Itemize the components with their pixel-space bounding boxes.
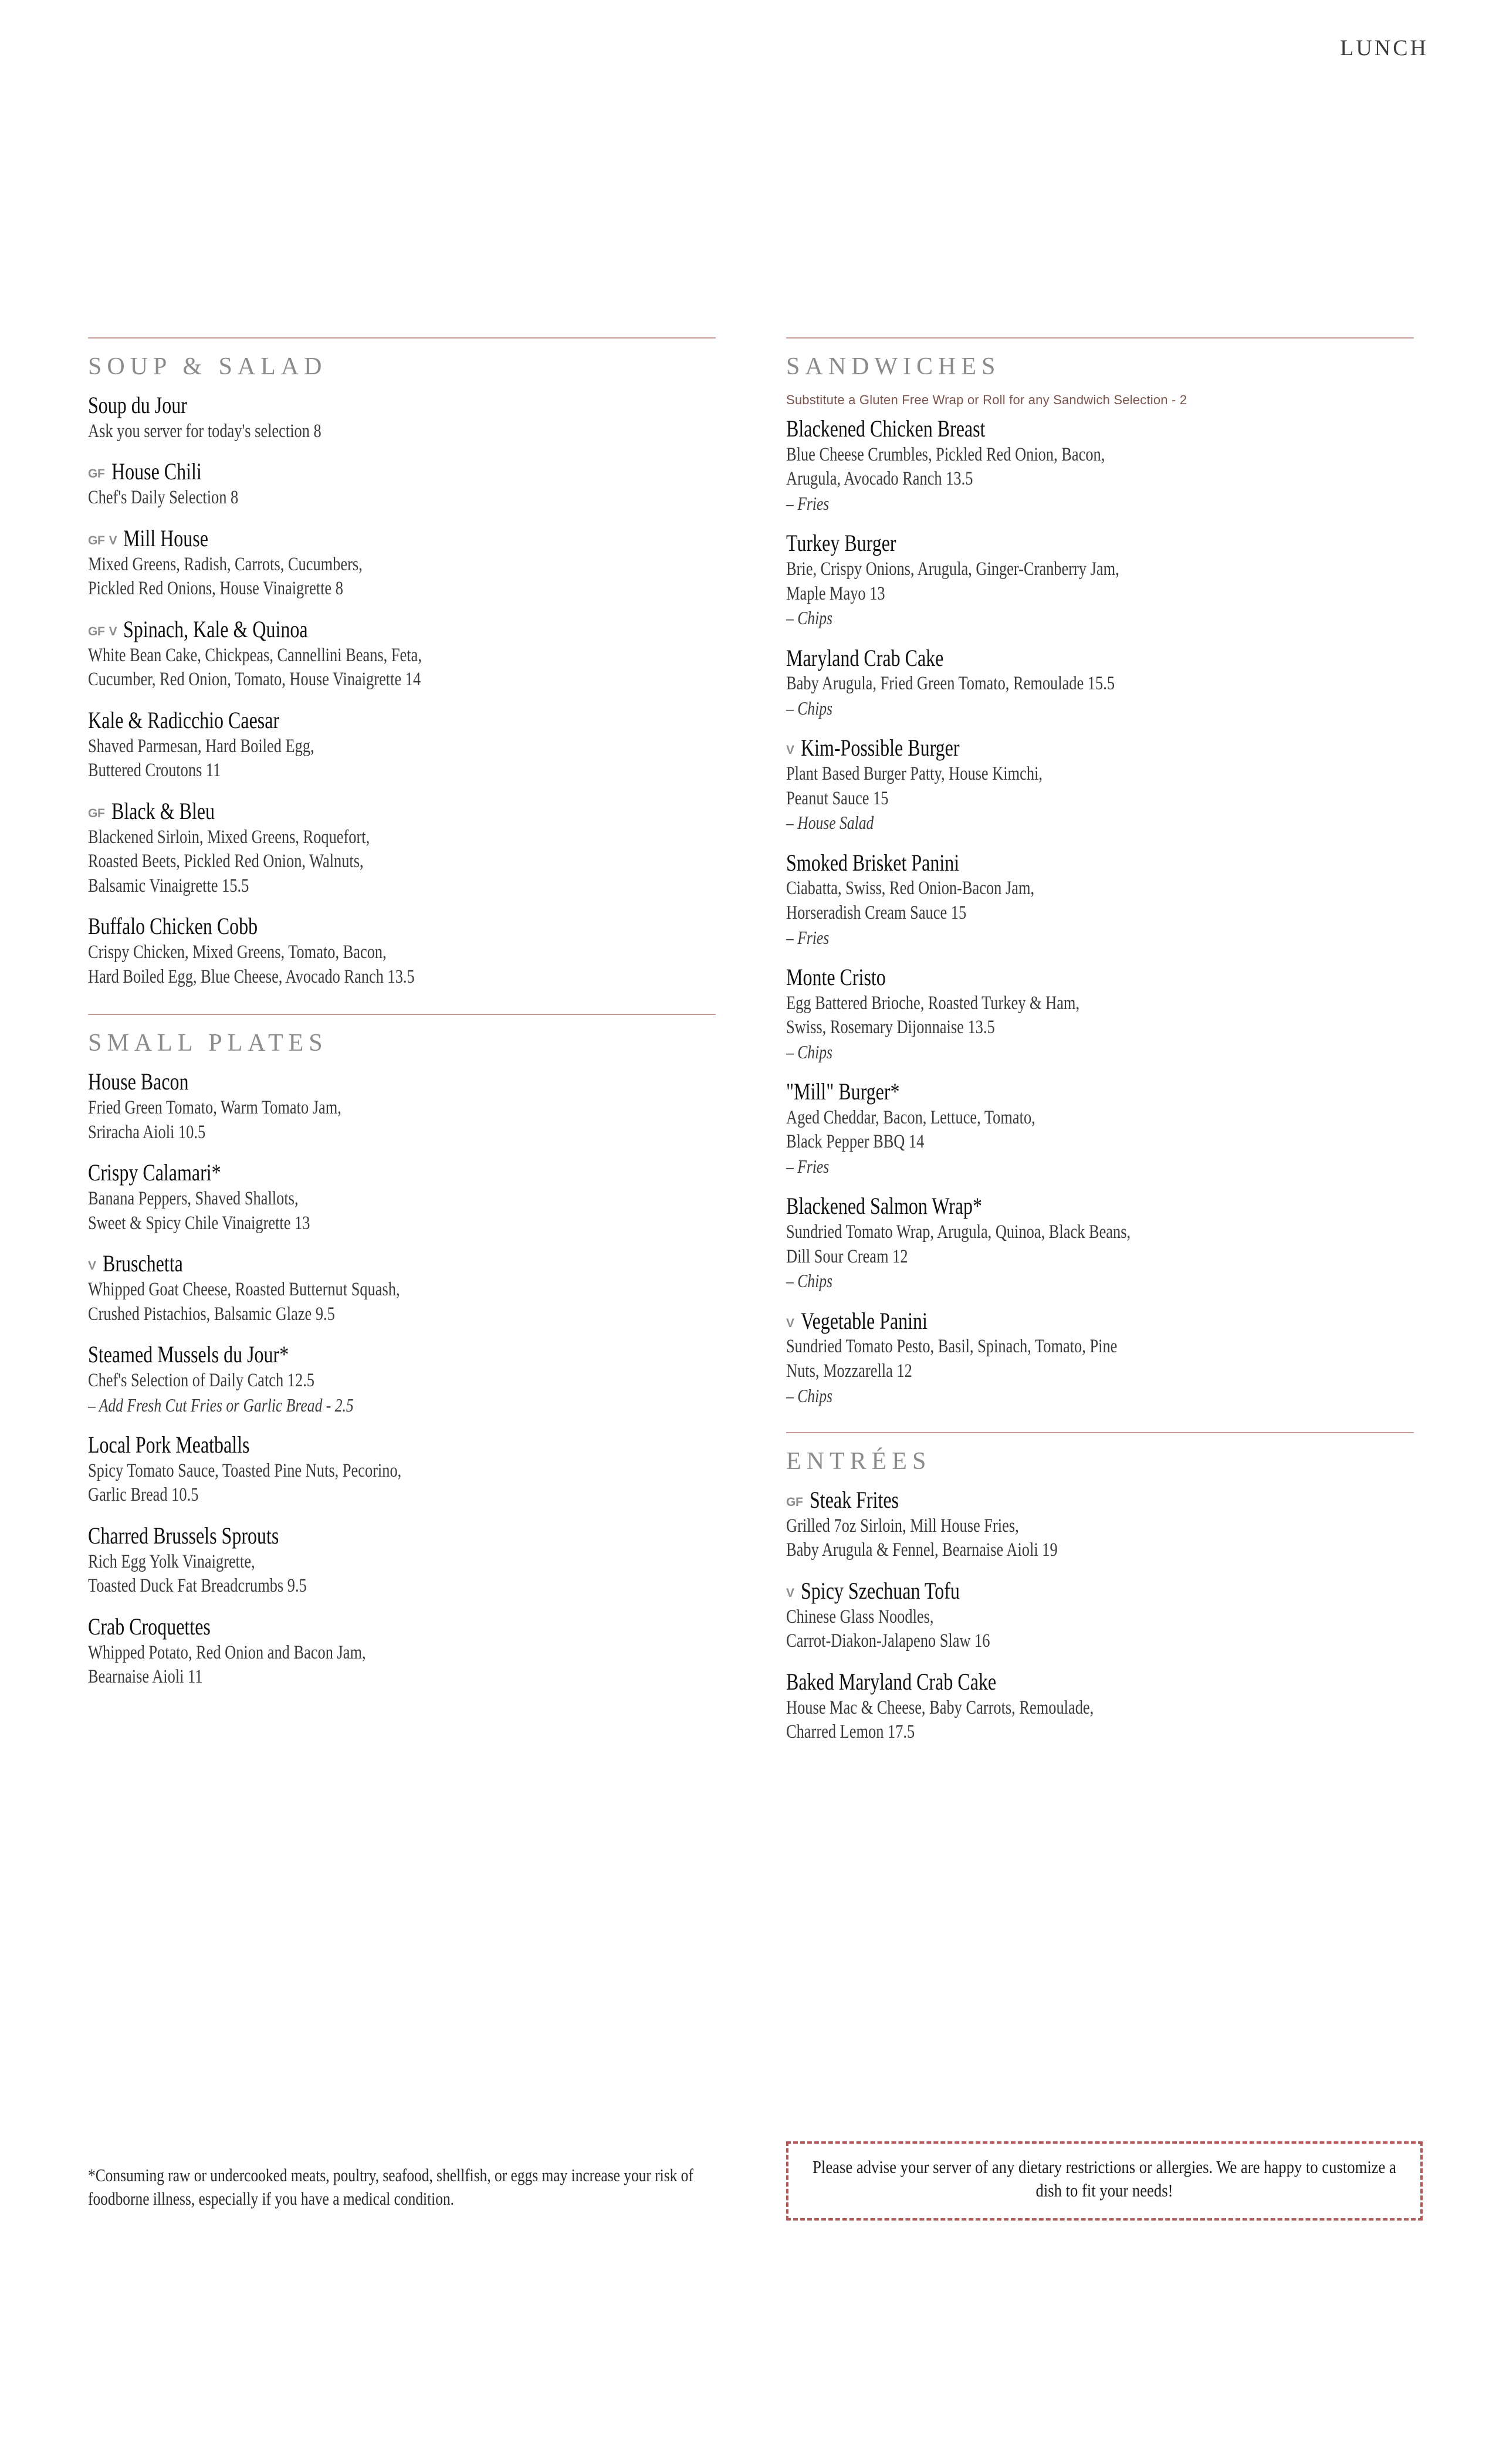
menu-item-description: Aged Cheddar, Bacon, Lettuce, Tomato, Black Pepper BBQ 14: [786, 1106, 1035, 1153]
menu-item-description: Brie, Crispy Onions, Arugula, Ginger-Cranberry Jam, Maple Mayo 13: [786, 559, 1119, 604]
menu-item-name-row: [88, 708, 716, 734]
menu-item-name: Steamed Mussels du Jour*: [88, 1341, 289, 1368]
section-divider: [88, 1014, 716, 1015]
menu-item-name: Kale & Radicchio Caesar: [88, 706, 280, 733]
menu-item-list: [88, 1069, 716, 1689]
menu-item-name-row: [88, 1342, 716, 1368]
menu-item-description: Banana Peppers, Shaved Shallots, Sweet & Spicy Chile Vinaigrette 13: [88, 1188, 310, 1234]
allergy-notice-text: Please advise your server of any dietary restrictions or allergies. We are happy to customize a dish to fit your needs!: [813, 2157, 1396, 2201]
menu-item-name-row: [786, 1578, 1414, 1605]
menu-section: [88, 337, 716, 989]
vegetarian-icon: V: [786, 1586, 794, 1600]
menu-item-name: Local Pork Meatballs: [88, 1431, 250, 1458]
vegetarian-icon: V: [786, 743, 794, 757]
menu-item-list: [786, 416, 1414, 1407]
menu-item-description: Baby Arugula, Fried Green Tomato, Remoulade 15.5: [786, 673, 1115, 695]
menu-item-name: Vegetable Panini: [800, 1307, 928, 1334]
section-title: SANDWICHES: [786, 353, 1001, 380]
menu-item-name-row: [786, 735, 1414, 761]
menu-item-name-row: [88, 526, 716, 552]
dietary-tags: [88, 467, 105, 481]
menu-section: [786, 337, 1414, 1407]
menu-item-description: Ciabatta, Swiss, Red Onion-Bacon Jam, Horseradish Cream Sauce 15: [786, 878, 1035, 923]
dietary-tags: [786, 1586, 794, 1600]
menu-item-description: Crispy Chicken, Mixed Greens, Tomato, Bacon, Hard Boiled Egg, Blue Cheese, Avocado Ranch 13.5: [88, 942, 415, 987]
menu-item-name-row: [88, 1160, 716, 1186]
menu-item-name: Monte Cristo: [786, 963, 886, 990]
menu-item-name-row: [786, 1193, 1414, 1220]
footer-row: [88, 2141, 1417, 2221]
menu-item: [88, 1614, 716, 1690]
menu-item-description: Ask you server for today's selection 8: [88, 420, 321, 442]
menu-item-description: Rich Egg Yolk Vinaigrette, Toasted Duck Fat Breadcrumbs 9.5: [88, 1551, 307, 1597]
menu-item-name: Crab Croquettes: [88, 1613, 211, 1640]
dietary-tags: [88, 625, 117, 639]
menu-item-name-row: [88, 913, 716, 940]
menu-item: [786, 645, 1414, 720]
menu-item: [88, 1523, 716, 1599]
menu-item-name: House Chili: [111, 458, 202, 485]
menu-item-description: Sundried Tomato Wrap, Arugula, Quinoa, Black Beans, Dill Sour Cream 12: [786, 1221, 1131, 1267]
menu-item-name: Kim-Possible Burger: [800, 735, 960, 761]
menu-item-description: Grilled 7oz Sirloin, Mill House Fries, Baby Arugula & Fennel, Bearnaise Aioli 19: [786, 1515, 1058, 1561]
menu-item-name: Soup du Jour: [88, 392, 187, 419]
allergy-column: [786, 2141, 1414, 2221]
menu-item-list: [88, 392, 716, 989]
vegetarian-icon: V: [109, 624, 117, 638]
gluten-free-icon: GF: [88, 806, 105, 820]
menu-item-name: Mill House: [123, 524, 209, 551]
menu-item: [88, 1342, 716, 1417]
menu-item-name: Crispy Calamari*: [88, 1159, 221, 1186]
menu-item-name-row: [786, 1308, 1414, 1335]
menu-item-name-row: [88, 1614, 716, 1640]
section-title: ENTRÉES: [786, 1447, 932, 1475]
menu-item-name: Spinach, Kale & Quinoa: [123, 615, 308, 642]
menu-item-name-row: [88, 392, 716, 419]
menu-item: [88, 1251, 716, 1326]
menu-item: [88, 708, 716, 783]
menu-item-description: Whipped Potato, Red Onion and Bacon Jam, Bearnaise Aioli 11: [88, 1641, 366, 1688]
menu-item-side: – House Salad: [786, 812, 874, 834]
menu-item-name-row: [786, 530, 1414, 557]
menu-item-description: Chinese Glass Noodles, Carrot-Diakon-Jalapeno Slaw 16: [786, 1606, 990, 1652]
menu-item: [88, 1069, 716, 1145]
menu-item-name-row: [786, 1079, 1414, 1105]
menu-item: [88, 798, 716, 899]
menu-item: [88, 1160, 716, 1236]
menu-item-name-row: [786, 645, 1414, 672]
vegetarian-icon: V: [88, 1259, 96, 1273]
dietary-tags: [786, 1495, 803, 1509]
section-note: Substitute a Gluten Free Wrap or Roll for any Sandwich Selection - 2: [786, 392, 1187, 408]
menu-item-description: Mixed Greens, Radish, Carrots, Cucumbers, Pickled Red Onions, House Vinaigrette 8: [88, 553, 363, 600]
menu-item-name-row: [88, 459, 716, 485]
menu-item-name: Blackened Chicken Breast: [786, 415, 986, 442]
dietary-tags: [88, 1259, 96, 1273]
raw-food-disclaimer: *Consuming raw or undercooked meats, poultry, seafood, shellfish, or eggs may increase your risk of foodborne illness, especially if you have a medical condition.: [88, 2165, 693, 2209]
menu-item-description: Fried Green Tomato, Warm Tomato Jam, Sriracha Aioli 10.5: [88, 1097, 341, 1143]
menu-item: [88, 459, 716, 510]
left-column: [88, 337, 716, 1745]
gluten-free-icon: GF: [786, 1495, 803, 1509]
menu-item: [786, 964, 1414, 1064]
menu-item-description: Chef's Selection of Daily Catch 12.5: [88, 1369, 315, 1391]
menu-item: [88, 913, 716, 989]
menu-item-side: – Fries: [786, 1156, 830, 1177]
menu-item-name-row: [786, 1669, 1414, 1695]
menu-section: [88, 1014, 716, 1690]
gluten-free-icon: GF: [88, 624, 105, 638]
menu-item-name-row: [88, 1069, 716, 1095]
menu-item-name-row: [786, 416, 1414, 442]
menu-item-description: White Bean Cake, Chickpeas, Cannellini Beans, Feta, Cucumber, Red Onion, Tomato, House Vinaigrette 14: [88, 644, 422, 691]
menu-item-name: Turkey Burger: [786, 530, 896, 557]
menu-body: [88, 337, 1417, 1745]
menu-item-description: Whipped Goat Cheese, Roasted Butternut Squash, Crushed Pistachios, Balsamic Glaze 9.5: [88, 1278, 400, 1325]
menu-item-name-row: [88, 1251, 716, 1277]
menu-item-name-row: [88, 1432, 716, 1458]
menu-item-side: – Chips: [786, 1270, 832, 1292]
menu-item: [786, 1487, 1414, 1563]
section-spacer: [786, 1407, 1414, 1432]
menu-item-description: Blue Cheese Crumbles, Pickled Red Onion, Bacon, Arugula, Avocado Ranch 13.5: [786, 444, 1105, 490]
dietary-tags: [786, 1316, 794, 1331]
menu-item-name: Steak Frites: [809, 1487, 899, 1513]
menu-item-description: Blackened Sirloin, Mixed Greens, Roquefort, Roasted Beets, Pickled Red Onion, Walnuts, Balsamic Vinaigrette 15.5: [88, 826, 370, 896]
menu-item: [88, 392, 716, 444]
section-divider: [786, 337, 1414, 339]
section-divider: [786, 1432, 1414, 1433]
menu-item: [786, 850, 1414, 949]
menu-section: [786, 1432, 1414, 1745]
menu-item: [786, 735, 1414, 834]
menu-item-name-row: [88, 617, 716, 643]
menu-item-description: Shaved Parmesan, Hard Boiled Egg, Buttered Croutons 11: [88, 735, 314, 781]
menu-item-name: Blackened Salmon Wrap*: [786, 1193, 983, 1220]
menu-item: [786, 416, 1414, 515]
menu-item-side: – Chips: [786, 607, 832, 629]
menu-item-list: [786, 1487, 1414, 1745]
section-spacer: [88, 989, 716, 1014]
dietary-tags: [88, 807, 105, 821]
menu-item-name: Charred Brussels Sprouts: [88, 1522, 279, 1549]
menu-item-description: Egg Battered Brioche, Roasted Turkey & Ham, Swiss, Rosemary Dijonnaise 13.5: [786, 992, 1080, 1038]
menu-item: [786, 530, 1414, 629]
menu-item-description: Chef's Daily Selection 8: [88, 487, 239, 509]
dietary-tags: [88, 534, 117, 548]
allergy-notice-box: [786, 2141, 1423, 2221]
menu-item-name: Bruschetta: [102, 1250, 183, 1277]
menu-item-name: House Bacon: [88, 1068, 189, 1095]
menu-item: [786, 1669, 1414, 1745]
menu-item-side: – Chips: [786, 1385, 832, 1406]
menu-item-description: Sundried Tomato Pesto, Basil, Spinach, Tomato, Pine Nuts, Mozzarella 12: [786, 1336, 1118, 1382]
menu-item: [786, 1578, 1414, 1654]
right-column: [786, 337, 1414, 1745]
menu-item-side: – Fries: [786, 926, 830, 948]
dietary-tags: [786, 743, 794, 757]
menu-item-name-row: [786, 964, 1414, 991]
menu-item: [786, 1193, 1414, 1292]
menu-item-side: – Chips: [786, 698, 832, 719]
menu-item-name-row: [786, 850, 1414, 876]
vegetarian-icon: V: [109, 533, 117, 547]
section-divider: [88, 337, 716, 339]
menu-item-name: Maryland Crab Cake: [786, 644, 944, 671]
menu-item-side: – Chips: [786, 1041, 832, 1062]
menu-item-name: Spicy Szechuan Tofu: [800, 1577, 960, 1604]
vegetarian-icon: V: [786, 1316, 794, 1330]
menu-item-side: – Fries: [786, 493, 830, 515]
menu-item: [786, 1308, 1414, 1407]
menu-item-side: – Add Fresh Cut Fries or Garlic Bread - 2.5: [88, 1394, 354, 1416]
gluten-free-icon: GF: [88, 467, 105, 481]
menu-item-name: "Mill" Burger*: [786, 1078, 900, 1105]
menu-item: [786, 1079, 1414, 1178]
menu-item-description: Plant Based Burger Patty, House Kimchi, Peanut Sauce 15: [786, 763, 1043, 809]
page-title: LUNCH: [1340, 36, 1429, 60]
menu-item-name-row: [88, 1523, 716, 1549]
menu-item-name: Smoked Brisket Panini: [786, 849, 960, 876]
menu-item-name: Baked Maryland Crab Cake: [786, 1668, 997, 1695]
menu-item-name: Black & Bleu: [111, 797, 215, 824]
section-title: SOUP & SALAD: [88, 353, 327, 380]
disclaimer-column: [88, 2141, 716, 2211]
gluten-free-icon: GF: [88, 533, 105, 547]
menu-item: [88, 617, 716, 692]
section-title: SMALL PLATES: [88, 1030, 328, 1057]
menu-item-description: House Mac & Cheese, Baby Carrots, Remoulade, Charred Lemon 17.5: [786, 1697, 1094, 1743]
menu-item-name: Buffalo Chicken Cobb: [88, 913, 258, 940]
menu-item-name-row: [88, 798, 716, 825]
menu-item-description: Spicy Tomato Sauce, Toasted Pine Nuts, Pecorino, Garlic Bread 10.5: [88, 1460, 402, 1506]
menu-item: [88, 526, 716, 601]
menu-item-name-row: [786, 1487, 1414, 1514]
menu-item: [88, 1432, 716, 1508]
